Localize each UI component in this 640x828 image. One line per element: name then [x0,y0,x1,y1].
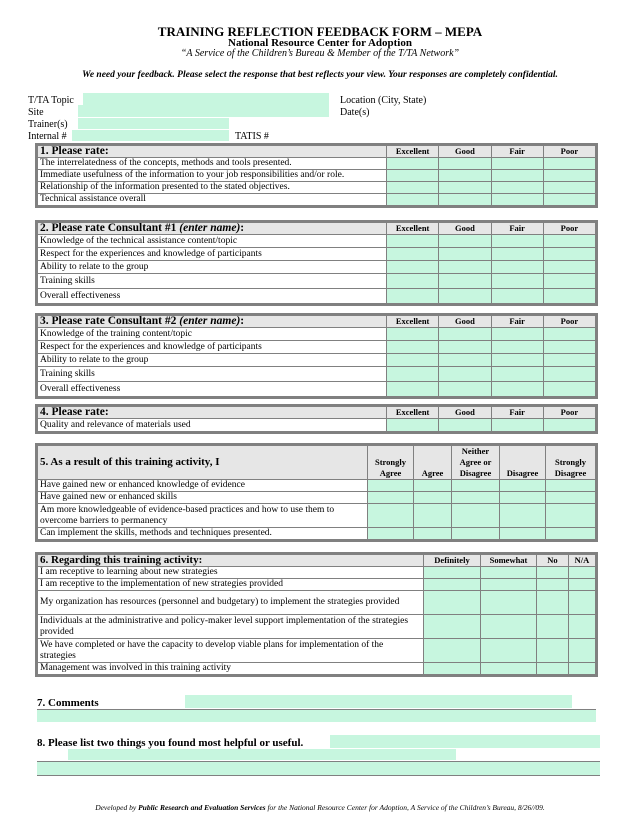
rating-cell[interactable] [491,289,543,304]
col-good: Good [439,146,491,158]
section-6-item: I am receptive to the implementation of new strategies provided [38,579,424,591]
col-strongly-disagree: Strongly Disagree [546,446,596,480]
topic-input[interactable] [83,93,329,105]
rating-cell[interactable] [424,567,481,579]
rating-cell[interactable] [439,170,491,182]
rating-cell[interactable] [543,289,595,304]
helpful-input-line-1[interactable] [330,735,600,748]
rating-cell[interactable] [439,158,491,170]
section-3-item: Overall effectiveness [38,382,387,397]
rating-cell[interactable] [387,382,439,397]
section-6-title: 6. Regarding this training activity: [38,555,424,567]
col-disagree: Disagree [500,446,546,480]
rating-cell[interactable] [543,274,595,289]
rating-cell[interactable] [414,504,452,528]
section-5-item: Can implement the skills, methods and techniques presented. [38,528,368,540]
rating-cell[interactable] [500,528,546,540]
rating-cell[interactable] [491,261,543,274]
rating-cell[interactable] [543,261,595,274]
col-excellent: Excellent [387,146,439,158]
form-intro: We need your feedback. Please select the response that best reflects your view. Your responses are completely confidential. [82,70,558,80]
section-3-title: 3. Please rate Consultant #2 (enter name): [38,316,387,328]
col-good: Good [439,407,491,419]
section-3-item: Knowledge of the training content/topic [38,328,387,341]
rating-cell[interactable] [491,248,543,261]
rating-cell[interactable] [491,382,543,397]
section-3-item: Training skills [38,367,387,382]
footer: Developed by Public Research and Evaluation Services for the National Resource Center for Adoption, A Service of the Children’s Bureau, 8/26//09. [95,803,545,812]
section-6-item: Management was involved in this training activity [38,663,424,675]
section-2-item: Training skills [38,274,387,289]
section-1-title: 1. Please rate: [38,146,387,158]
col-excellent: Excellent [387,316,439,328]
section-1-item: The interrelatedness of the concepts, methods and tools presented. [38,158,387,170]
col-somewhat: Somewhat [481,555,537,567]
rating-cell[interactable] [546,480,596,492]
rating-cell[interactable] [537,615,569,639]
trainers-label: Trainer(s) [28,119,68,130]
rating-cell[interactable] [569,591,596,615]
col-good: Good [439,316,491,328]
rating-cell[interactable] [414,492,452,504]
rating-cell[interactable] [543,235,595,248]
section-2-item: Respect for the experiences and knowledge of participants [38,248,387,261]
rating-cell[interactable] [569,567,596,579]
section-5-item: Am more knowledgeable of evidence-based practices and how to use them to overcome barriers to permanency [38,504,368,528]
section-2-item: Overall effectiveness [38,289,387,304]
section-5-item: Have gained new or enhanced skills [38,492,368,504]
helpful-input-line-3[interactable] [37,761,600,776]
rating-cell[interactable] [387,261,439,274]
rating-cell[interactable] [546,492,596,504]
rating-cell[interactable] [424,591,481,615]
form-subtitle: National Resource Center for Adoption [228,37,412,49]
col-neither: Neither Agree or Disagree [452,446,500,480]
section-4 [35,404,598,434]
rating-cell[interactable] [491,274,543,289]
rating-cell[interactable] [387,419,439,432]
internal-label: Internal # [28,131,67,142]
rating-cell[interactable] [387,274,439,289]
rating-cell[interactable] [491,182,543,194]
rating-cell[interactable] [387,194,439,206]
section-6-item: My organization has resources (personnel and budgetary) to implement the strategies provided [38,591,424,615]
rating-cell[interactable] [387,328,439,341]
rating-cell[interactable] [414,528,452,540]
comments-input-line-1[interactable] [185,695,572,708]
rating-cell[interactable] [543,354,595,367]
helpful-label: 8. Please list two things you found most helpful or useful. [37,737,304,749]
rating-cell[interactable] [387,170,439,182]
helpful-input-line-2[interactable] [68,749,456,760]
rating-cell[interactable] [424,615,481,639]
location-label: Location (City, State) [340,95,427,106]
rating-cell[interactable] [537,591,569,615]
section-1-item: Immediate usefulness of the information to your job responsibilities and/or role. [38,170,387,182]
rating-cell[interactable] [452,528,500,540]
rating-cell[interactable] [569,663,596,675]
rating-cell[interactable] [452,480,500,492]
rating-cell[interactable] [439,182,491,194]
section-1-item: Technical assistance overall [38,194,387,206]
section-4-title: 4. Please rate: [38,407,387,419]
rating-cell[interactable] [543,182,595,194]
col-na: N/A [569,555,596,567]
rating-cell[interactable] [368,480,414,492]
internal-input[interactable] [72,130,229,141]
rating-cell[interactable] [439,419,491,432]
rating-cell[interactable] [543,419,595,432]
col-fair: Fair [491,223,543,235]
rating-cell[interactable] [439,248,491,261]
rating-cell[interactable] [491,170,543,182]
rating-cell[interactable] [439,261,491,274]
rating-cell[interactable] [439,328,491,341]
rating-cell[interactable] [569,579,596,591]
form-title: TRAINING REFLECTION FEEDBACK FORM – MEPA [157,24,483,39]
section-6-item: We have completed or have the capacity to develop viable plans for implementation of the strategies [38,639,424,663]
rating-cell[interactable] [368,492,414,504]
rating-cell[interactable] [543,194,595,206]
section-6 [35,552,598,677]
section-1-item: Relationship of the information presented to the stated objectives. [38,182,387,194]
col-excellent: Excellent [387,407,439,419]
site-input[interactable] [78,105,329,117]
rating-cell[interactable] [439,194,491,206]
rating-cell[interactable] [491,354,543,367]
rating-cell[interactable] [481,639,537,663]
rating-cell[interactable] [368,504,414,528]
rating-cell[interactable] [387,248,439,261]
rating-cell[interactable] [439,235,491,248]
col-agree: Agree [414,446,452,480]
rating-cell[interactable] [387,158,439,170]
rating-cell[interactable] [500,480,546,492]
rating-cell[interactable] [543,248,595,261]
col-poor: Poor [543,223,595,235]
rating-cell[interactable] [546,504,596,528]
dates-label: Date(s) [340,107,370,118]
col-strongly-agree: Strongly Agree [368,446,414,480]
rating-cell[interactable] [481,663,537,675]
rating-cell[interactable] [491,235,543,248]
comments-input-line-2[interactable] [37,709,596,722]
section-5-item: Have gained new or enhanced knowledge of evidence [38,480,368,492]
rating-cell[interactable] [481,579,537,591]
section-5 [35,443,598,542]
rating-cell[interactable] [543,158,595,170]
rating-cell[interactable] [424,663,481,675]
rating-cell[interactable] [387,289,439,304]
col-fair: Fair [491,407,543,419]
rating-cell[interactable] [387,367,439,382]
rating-cell[interactable] [543,328,595,341]
rating-cell[interactable] [543,341,595,354]
rating-cell[interactable] [491,419,543,432]
col-definitely: Definitely [424,555,481,567]
rating-cell[interactable] [491,158,543,170]
rating-cell[interactable] [500,504,546,528]
section-3-item: Ability to relate to the group [38,354,387,367]
rating-cell[interactable] [537,579,569,591]
rating-cell[interactable] [491,367,543,382]
rating-cell[interactable] [537,663,569,675]
trainers-input[interactable] [78,118,229,129]
section-1 [35,143,598,208]
rating-cell[interactable] [537,567,569,579]
rating-cell[interactable] [387,341,439,354]
col-poor: Poor [543,146,595,158]
rating-cell[interactable] [368,528,414,540]
section-3 [35,313,598,399]
rating-cell[interactable] [481,567,537,579]
col-fair: Fair [491,316,543,328]
rating-cell[interactable] [543,367,595,382]
col-poor: Poor [543,407,595,419]
rating-cell[interactable] [537,639,569,663]
rating-cell[interactable] [439,382,491,397]
rating-cell[interactable] [491,194,543,206]
rating-cell[interactable] [424,639,481,663]
rating-cell[interactable] [387,354,439,367]
section-3-item: Respect for the experiences and knowledge of participants [38,341,387,354]
section-5-title: 5. As a result of this training activity, I [38,446,368,480]
col-fair: Fair [491,146,543,158]
section-4-item: Quality and relevance of materials used [38,419,387,432]
rating-cell[interactable] [439,274,491,289]
rating-cell[interactable] [414,480,452,492]
rating-cell[interactable] [491,341,543,354]
rating-cell[interactable] [439,354,491,367]
section-2 [35,220,598,306]
rating-cell[interactable] [546,528,596,540]
rating-cell[interactable] [491,328,543,341]
rating-cell[interactable] [543,170,595,182]
rating-cell[interactable] [500,492,546,504]
tatis-label: TATIS # [235,131,269,142]
rating-cell[interactable] [387,182,439,194]
topic-label: T/TA Topic [28,95,74,106]
col-excellent: Excellent [387,223,439,235]
section-2-item: Ability to relate to the group [38,261,387,274]
rating-cell[interactable] [439,367,491,382]
rating-cell[interactable] [481,591,537,615]
section-6-item: Individuals at the administrative and policy-maker level support implementation of the strategies provided [38,615,424,639]
rating-cell[interactable] [452,492,500,504]
col-no: No [537,555,569,567]
rating-cell[interactable] [481,615,537,639]
rating-cell[interactable] [569,615,596,639]
rating-cell[interactable] [387,235,439,248]
rating-cell[interactable] [569,639,596,663]
rating-cell[interactable] [439,289,491,304]
rating-cell[interactable] [543,382,595,397]
rating-cell[interactable] [452,504,500,528]
rating-cell[interactable] [439,341,491,354]
comments-label: 7. Comments [37,697,99,709]
section-2-title: 2. Please rate Consultant #1 (enter name): [38,223,387,235]
section-2-item: Knowledge of the technical assistance content/topic [38,235,387,248]
col-good: Good [439,223,491,235]
rating-cell[interactable] [424,579,481,591]
form-tagline: “A Service of the Children’s Bureau & Member of the T/TA Network” [180,48,460,59]
col-poor: Poor [543,316,595,328]
section-6-item: I am receptive to learning about new strategies [38,567,424,579]
site-label: Site [28,107,44,118]
